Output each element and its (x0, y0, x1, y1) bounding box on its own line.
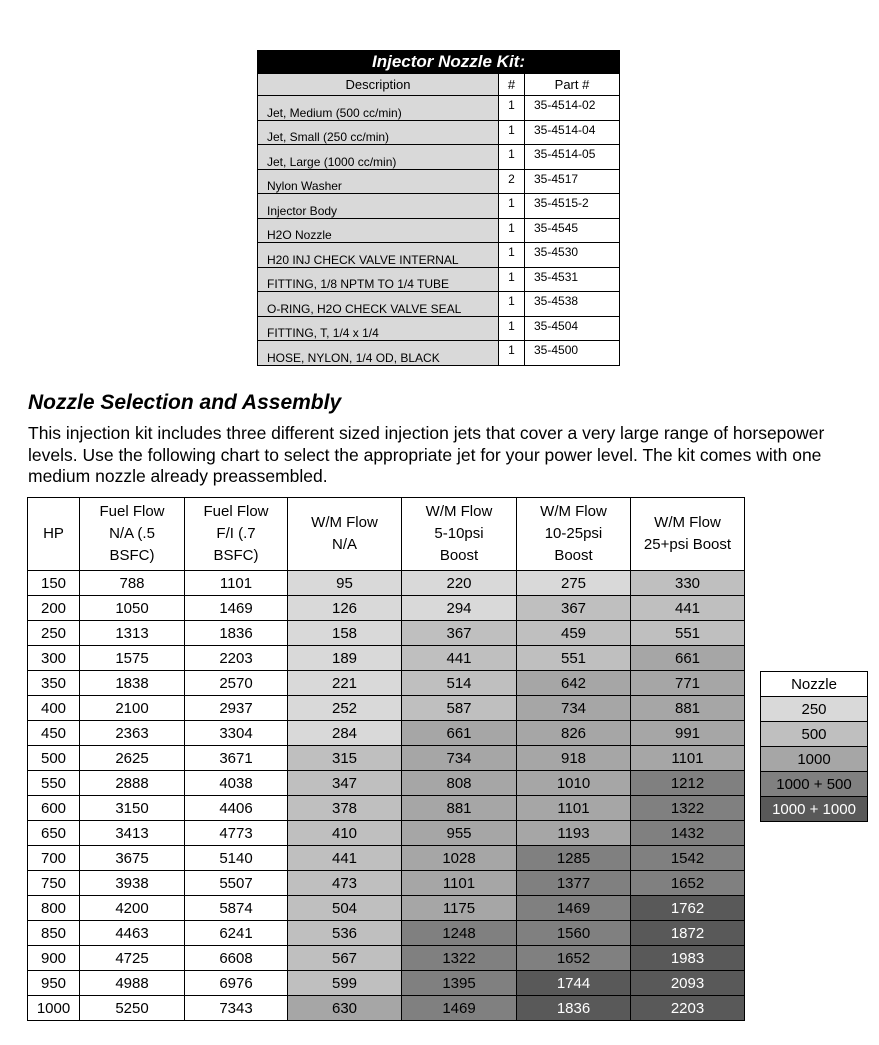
flow-header-line: 5-10psi (434, 525, 484, 542)
wm-flow-cell: 294 (402, 596, 517, 621)
wm-flow-cell: 1652 (517, 946, 631, 971)
legend-item: 1000 + 1000 (761, 797, 868, 822)
flow-header-line: BSFC) (109, 547, 155, 564)
wm-flow-cell: 275 (517, 571, 631, 596)
wm-flow-cell: 315 (288, 746, 402, 771)
flow-header-line: 25+psi Boost (643, 536, 732, 553)
wm-flow-cell: 536 (288, 921, 402, 946)
flow-row (28, 821, 745, 846)
kit-cell-part-number: 35-4514-05 (525, 145, 620, 170)
flow-header-cell (517, 498, 631, 571)
flow-cell: 7343 (185, 996, 288, 1021)
flow-cell: 250 (28, 621, 80, 646)
kit-cell-description: FITTING, T, 1/4 x 1/4 (258, 316, 499, 341)
flow-cell: 950 (28, 971, 80, 996)
wm-flow-cell: 587 (402, 696, 517, 721)
flow-row (28, 746, 745, 771)
flow-row (28, 671, 745, 696)
flow-header-line: N/A (.5 (109, 525, 155, 542)
wm-flow-cell: 473 (288, 871, 402, 896)
wm-flow-cell: 1101 (631, 746, 745, 771)
wm-flow-cell: 220 (402, 571, 517, 596)
wm-flow-cell: 441 (402, 646, 517, 671)
section-title: Nozzle Selection and Assembly (28, 391, 342, 414)
wm-flow-cell: 918 (517, 746, 631, 771)
flow-cell: 1050 (80, 596, 185, 621)
wm-flow-cell: 1836 (517, 996, 631, 1021)
flow-header-cell (402, 498, 517, 571)
wm-flow-cell: 1285 (517, 846, 631, 871)
flow-row (28, 796, 745, 821)
kit-cell-description: Jet, Small (250 cc/min) (258, 120, 499, 145)
wm-flow-cell: 1652 (631, 871, 745, 896)
flow-row (28, 846, 745, 871)
kit-cell-quantity: 1 (499, 194, 525, 219)
kit-row (258, 120, 620, 145)
flow-cell: 1575 (80, 646, 185, 671)
flow-cell: 500 (28, 746, 80, 771)
flow-cell: 2888 (80, 771, 185, 796)
kit-cell-description: H2O Nozzle (258, 218, 499, 243)
kit-cell-quantity: 1 (499, 96, 525, 121)
flow-cell: 450 (28, 721, 80, 746)
flow-cell: 4038 (185, 771, 288, 796)
flow-header-line: W/M Flow (654, 514, 721, 531)
wm-flow-cell: 1322 (402, 946, 517, 971)
kit-cell-quantity: 1 (499, 341, 525, 366)
flow-cell: 3150 (80, 796, 185, 821)
wm-flow-cell: 1028 (402, 846, 517, 871)
flow-cell: 6976 (185, 971, 288, 996)
flow-row (28, 871, 745, 896)
kit-cell-part-number: 35-4515-2 (525, 194, 620, 219)
flow-header-cell (288, 498, 402, 571)
wm-flow-cell: 808 (402, 771, 517, 796)
flow-cell: 6241 (185, 921, 288, 946)
flow-cell: 4463 (80, 921, 185, 946)
flow-cell: 4406 (185, 796, 288, 821)
flow-row (28, 971, 745, 996)
flow-cell: 2570 (185, 671, 288, 696)
legend-header: Nozzle (761, 672, 868, 697)
flow-cell: 400 (28, 696, 80, 721)
kit-cell-description: Nylon Washer (258, 169, 499, 194)
flow-header-line: W/M Flow (425, 503, 493, 520)
kit-cell-part-number: 35-4517 (525, 169, 620, 194)
kit-cell-part-number: 35-4500 (525, 341, 620, 366)
kit-cell-quantity: 1 (499, 120, 525, 145)
wm-flow-cell: 189 (288, 646, 402, 671)
kit-cell-quantity: 2 (499, 169, 525, 194)
kit-cell-description: HOSE, NYLON, 1/4 OD, BLACK (258, 341, 499, 366)
wm-flow-cell: 1469 (402, 996, 517, 1021)
legend-item: 500 (761, 722, 868, 747)
kit-row (258, 341, 620, 366)
flow-header-line: W/M Flow (311, 514, 378, 531)
flow-cell: 1101 (185, 571, 288, 596)
flow-header-cell (631, 498, 745, 571)
injector-nozzle-kit-table (257, 50, 619, 365)
flow-row (28, 646, 745, 671)
flow-cell: 600 (28, 796, 80, 821)
flow-cell: 1836 (185, 621, 288, 646)
wm-flow-cell: 567 (288, 946, 402, 971)
kit-row (258, 145, 620, 170)
kit-row (258, 267, 620, 292)
wm-flow-cell: 1469 (517, 896, 631, 921)
flow-header-line: Fuel Flow (99, 503, 165, 520)
flow-cell: 2937 (185, 696, 288, 721)
wm-flow-cell: 441 (288, 846, 402, 871)
flow-header-cell (80, 498, 185, 571)
wm-flow-cell: 661 (631, 646, 745, 671)
flow-cell: 4773 (185, 821, 288, 846)
wm-flow-cell: 126 (288, 596, 402, 621)
flow-header-line: F/I (.7 (216, 525, 256, 542)
flow-cell: 788 (80, 571, 185, 596)
flow-cell: 2100 (80, 696, 185, 721)
wm-flow-cell: 1983 (631, 946, 745, 971)
flow-cell: 3675 (80, 846, 185, 871)
wm-flow-cell: 1872 (631, 921, 745, 946)
kit-title: Injector Nozzle Kit: (258, 51, 620, 74)
flow-cell: 5250 (80, 996, 185, 1021)
legend-item: 250 (761, 697, 868, 722)
flow-header-line: N/A (331, 536, 357, 553)
flow-header-line: HP (43, 525, 64, 542)
flow-header-row (28, 498, 745, 571)
flow-cell: 5140 (185, 846, 288, 871)
kit-cell-quantity: 1 (499, 218, 525, 243)
flow-cell: 1000 (28, 996, 80, 1021)
kit-cell-description: O-RING, H2O CHECK VALVE SEAL (258, 292, 499, 317)
wm-flow-cell: 504 (288, 896, 402, 921)
legend-item: 1000 (761, 747, 868, 772)
flow-cell: 5507 (185, 871, 288, 896)
wm-flow-cell: 284 (288, 721, 402, 746)
kit-row (258, 218, 620, 243)
wm-flow-cell: 367 (517, 596, 631, 621)
wm-flow-cell: 734 (402, 746, 517, 771)
flow-cell: 5874 (185, 896, 288, 921)
kit-cell-description: FITTING, 1/8 NPTM TO 1/4 TUBE (258, 267, 499, 292)
flow-cell: 1313 (80, 621, 185, 646)
flow-cell: 550 (28, 771, 80, 796)
wm-flow-cell: 252 (288, 696, 402, 721)
wm-flow-cell: 1395 (402, 971, 517, 996)
kit-cell-part-number: 35-4514-04 (525, 120, 620, 145)
kit-cell-quantity: 1 (499, 292, 525, 317)
wm-flow-cell: 661 (402, 721, 517, 746)
wm-flow-cell: 1175 (402, 896, 517, 921)
flow-cell: 3304 (185, 721, 288, 746)
wm-flow-cell: 2093 (631, 971, 745, 996)
flow-row (28, 621, 745, 646)
flow-header-line: W/M Flow (540, 503, 607, 520)
kit-header-row (258, 74, 620, 96)
wm-flow-cell: 642 (517, 671, 631, 696)
flow-row (28, 696, 745, 721)
kit-cell-quantity: 1 (499, 243, 525, 268)
wm-flow-cell: 771 (631, 671, 745, 696)
kit-cell-description: Jet, Large (1000 cc/min) (258, 145, 499, 170)
flow-cell: 6608 (185, 946, 288, 971)
kit-cell-part-number: 35-4514-02 (525, 96, 620, 121)
kit-row (258, 194, 620, 219)
kit-header-description: Description (258, 74, 499, 96)
flow-header-cell (28, 498, 80, 571)
wm-flow-cell: 1010 (517, 771, 631, 796)
kit-header-part-number: Part # (525, 74, 620, 96)
kit-row (258, 316, 620, 341)
kit-cell-part-number: 35-4545 (525, 218, 620, 243)
kit-row (258, 169, 620, 194)
flow-cell: 3413 (80, 821, 185, 846)
flow-cell: 2363 (80, 721, 185, 746)
wm-flow-cell: 551 (631, 621, 745, 646)
kit-cell-quantity: 1 (499, 145, 525, 170)
flow-cell: 350 (28, 671, 80, 696)
kit-header-quantity: # (499, 74, 525, 96)
wm-flow-cell: 826 (517, 721, 631, 746)
nozzle-flow-table (27, 497, 745, 1021)
flow-cell: 3938 (80, 871, 185, 896)
flow-header-line: BSFC) (213, 547, 259, 564)
wm-flow-cell: 367 (402, 621, 517, 646)
intro-paragraph: This injection kit includes three different sized injection jets that cover a very large range of horsepower levels. Use the following chart to select the appropriate jet for your power level. The kit comes with one medium nozzle already preassembled. (28, 423, 825, 486)
wm-flow-cell: 1377 (517, 871, 631, 896)
flow-cell: 4200 (80, 896, 185, 921)
wm-flow-cell: 881 (631, 696, 745, 721)
kit-cell-quantity: 1 (499, 267, 525, 292)
flow-row (28, 771, 745, 796)
kit-cell-part-number: 35-4531 (525, 267, 620, 292)
flow-row (28, 721, 745, 746)
flow-cell: 3671 (185, 746, 288, 771)
kit-cell-part-number: 35-4530 (525, 243, 620, 268)
wm-flow-cell: 158 (288, 621, 402, 646)
kit-row (258, 96, 620, 121)
kit-cell-part-number: 35-4538 (525, 292, 620, 317)
flow-header-line: Boost (439, 547, 479, 564)
flow-cell: 1838 (80, 671, 185, 696)
flow-cell: 800 (28, 896, 80, 921)
flow-header-line: 10-25psi (544, 525, 603, 542)
wm-flow-cell: 1248 (402, 921, 517, 946)
flow-row (28, 896, 745, 921)
kit-cell-part-number: 35-4504 (525, 316, 620, 341)
flow-cell: 700 (28, 846, 80, 871)
kit-cell-quantity: 1 (499, 316, 525, 341)
wm-flow-cell: 459 (517, 621, 631, 646)
kit-cell-description: H20 INJ CHECK VALVE INTERNAL (258, 243, 499, 268)
wm-flow-cell: 441 (631, 596, 745, 621)
wm-flow-cell: 734 (517, 696, 631, 721)
wm-flow-cell: 95 (288, 571, 402, 596)
wm-flow-cell: 514 (402, 671, 517, 696)
wm-flow-cell: 330 (631, 571, 745, 596)
wm-flow-cell: 599 (288, 971, 402, 996)
flow-cell: 2625 (80, 746, 185, 771)
flow-cell: 4725 (80, 946, 185, 971)
wm-flow-cell: 630 (288, 996, 402, 1021)
flow-cell: 200 (28, 596, 80, 621)
flow-cell: 850 (28, 921, 80, 946)
wm-flow-cell: 1193 (517, 821, 631, 846)
kit-cell-description: Injector Body (258, 194, 499, 219)
flow-row (28, 996, 745, 1021)
flow-row (28, 946, 745, 971)
wm-flow-cell: 1542 (631, 846, 745, 871)
wm-flow-cell: 1101 (517, 796, 631, 821)
wm-flow-cell: 2203 (631, 996, 745, 1021)
kit-cell-description: Jet, Medium (500 cc/min) (258, 96, 499, 121)
wm-flow-cell: 1432 (631, 821, 745, 846)
flow-cell: 150 (28, 571, 80, 596)
wm-flow-cell: 955 (402, 821, 517, 846)
wm-flow-cell: 551 (517, 646, 631, 671)
wm-flow-cell: 1560 (517, 921, 631, 946)
wm-flow-cell: 410 (288, 821, 402, 846)
flow-cell: 750 (28, 871, 80, 896)
kit-row (258, 292, 620, 317)
legend-item: 1000 + 500 (761, 772, 868, 797)
flow-cell: 900 (28, 946, 80, 971)
wm-flow-cell: 1744 (517, 971, 631, 996)
flow-header-line: Boost (554, 547, 593, 564)
wm-flow-cell: 1212 (631, 771, 745, 796)
wm-flow-cell: 221 (288, 671, 402, 696)
flow-cell: 300 (28, 646, 80, 671)
flow-cell: 650 (28, 821, 80, 846)
flow-header-cell (185, 498, 288, 571)
wm-flow-cell: 1101 (402, 871, 517, 896)
flow-row (28, 921, 745, 946)
kit-row (258, 243, 620, 268)
wm-flow-cell: 378 (288, 796, 402, 821)
wm-flow-cell: 991 (631, 721, 745, 746)
flow-cell: 4988 (80, 971, 185, 996)
flow-header-line: Fuel Flow (203, 503, 269, 520)
wm-flow-cell: 1762 (631, 896, 745, 921)
flow-row (28, 571, 745, 596)
flow-cell: 1469 (185, 596, 288, 621)
wm-flow-cell: 347 (288, 771, 402, 796)
flow-row (28, 596, 745, 621)
wm-flow-cell: 1322 (631, 796, 745, 821)
flow-cell: 2203 (185, 646, 288, 671)
nozzle-legend (760, 671, 868, 822)
wm-flow-cell: 881 (402, 796, 517, 821)
